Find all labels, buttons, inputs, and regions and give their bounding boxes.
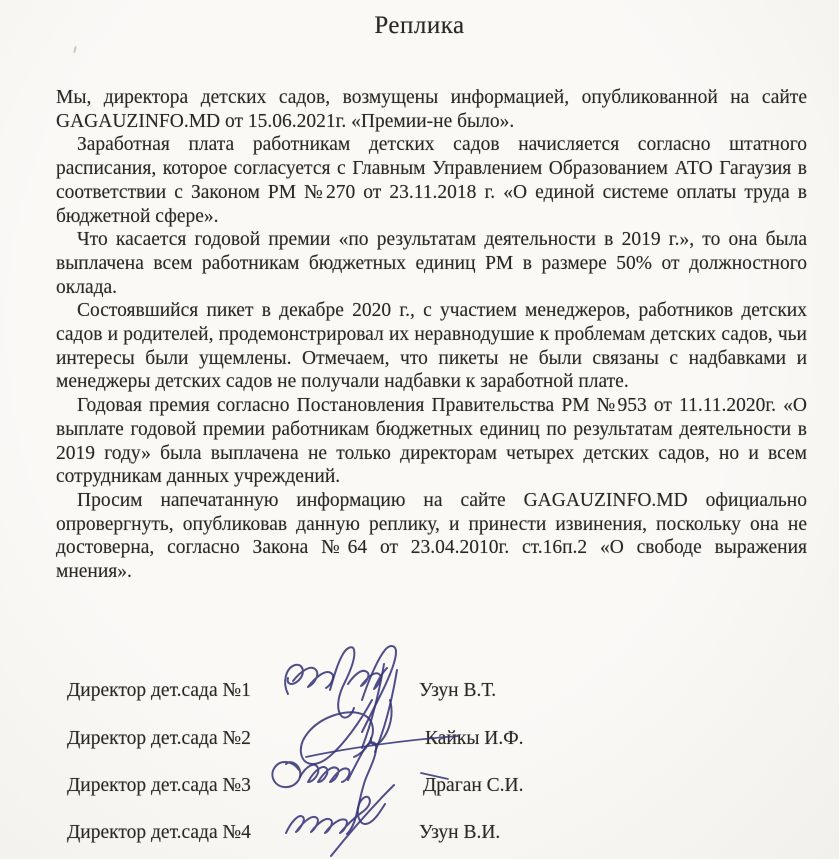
paragraph: Мы, директора детских садов, возмущены информацией, опубликованной на сайте GAGAUZINFO.MD от 15.06.2021г. «Премии-не было».: [56, 87, 807, 132]
signature-row: [67, 822, 501, 844]
signature-row: [67, 680, 497, 702]
signature-name: Узун В.И.: [419, 822, 501, 843]
signature-label: Директор дет.сада №1: [67, 680, 251, 701]
signature-label: Директор дет.сада №4: [67, 822, 251, 843]
signature-label: Директор дет.сада №3: [67, 775, 251, 796]
signature-name: Драган С.И.: [423, 775, 524, 796]
page-title: Реплика: [374, 12, 465, 39]
signature-name: Узун В.Т.: [419, 680, 497, 701]
paragraph: Годовая премия согласно Постановления Правительства РМ №953 от 11.11.2020г. «О выплате годовой премии работникам бюджетных единиц по результатам деятельности в 2019 году» была выплачена не только директорам четырех детских садов, но и всем сотрудникам данных учреждений.: [56, 395, 807, 488]
paragraph: Состоявшийся пикет в декабре 2020 г., с участием менеджеров, работников детских садов и родителей, продемонстрировал их неравнодушие к проблемам детских садов, чьи интересы были ущемлены. Отмечаем, что пикеты не были связаны с надбавками и менеджеры детских садов не получали надбавки к заработной плате.: [56, 300, 807, 393]
paragraph: Просим напечатанную информацию на сайте GAGAUZINFO.MD официально опровергнуть, опубликовав данную реплику, и принести извинения, поскольку она не достоверна, согласно Закона №64 от 23.04.2010г. ст.16п.2 «О свободе выражения мнения».: [56, 489, 807, 583]
signature-row: [67, 775, 524, 797]
paragraph: Что касается годовой премии «по результатам деятельности в 2019 г.», то она была выплачена всем работникам бюджетных единиц РМ в размере 50% от должностного оклада.: [56, 229, 807, 298]
signature-name: Кайкы И.Ф.: [425, 728, 524, 749]
signature-label: Директор дет.сада №2: [67, 728, 251, 749]
signature-row: [67, 728, 524, 750]
paragraph: Заработная плата работникам детских садов начисляется согласно штатного расписания, которое согласуется с Главным Управлением Образованием АТО Гагаузия в соответствии с Законом РМ №270 от 23.11.2018 г. «О единой системе оплаты труда в бюджетной сфере».: [56, 134, 807, 227]
